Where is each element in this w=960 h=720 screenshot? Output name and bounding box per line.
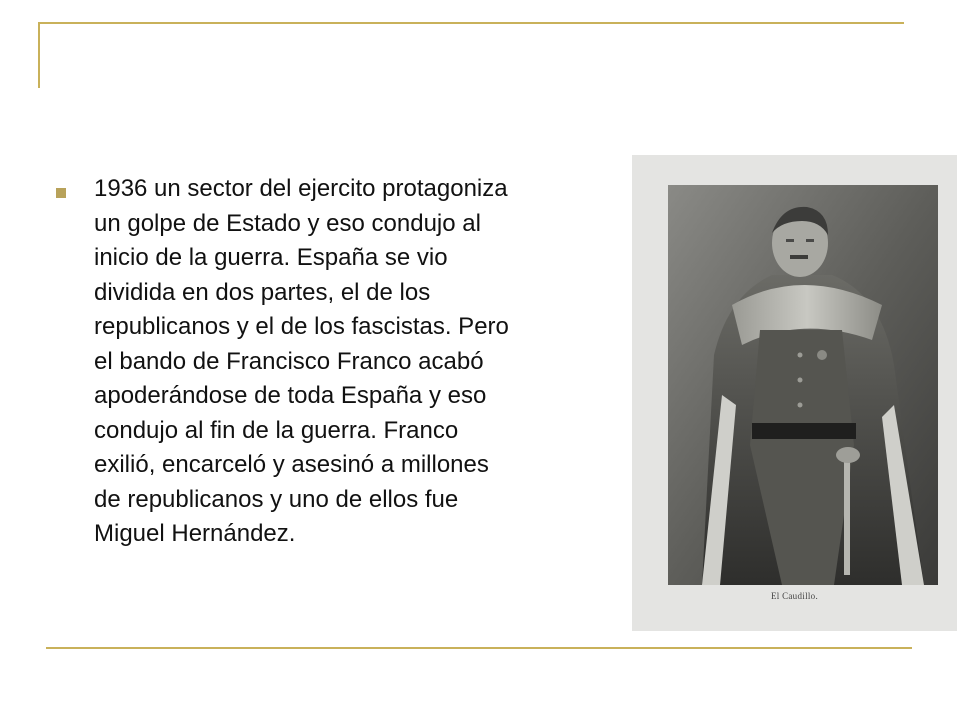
- bullet-item: [56, 172, 616, 552]
- frame-left-rule: [38, 22, 40, 88]
- bullet-text: 1936 un sector del ejercito protagoniza un golpe de Estado y eso condujo al inicio de la guerra. España se vio dividida en dos partes, el de los republicanos y el de los fascistas. Pero el bando de Francisco Franco acabó apoderándose de toda España y eso condujo al fin de la guerra. Franco exilió, encarceló y asesinó a millones de republicanos y uno de ellos fue Miguel Hernández.: [94, 175, 509, 547]
- photo-caption: El Caudillo.: [770, 591, 819, 601]
- square-bullet-icon: [56, 188, 66, 198]
- portrait-photo: [632, 155, 957, 631]
- slide-content: [56, 172, 616, 552]
- portrait-image: [632, 155, 957, 631]
- frame-top-rule: [38, 22, 904, 24]
- frame-bottom-rule: [46, 647, 912, 649]
